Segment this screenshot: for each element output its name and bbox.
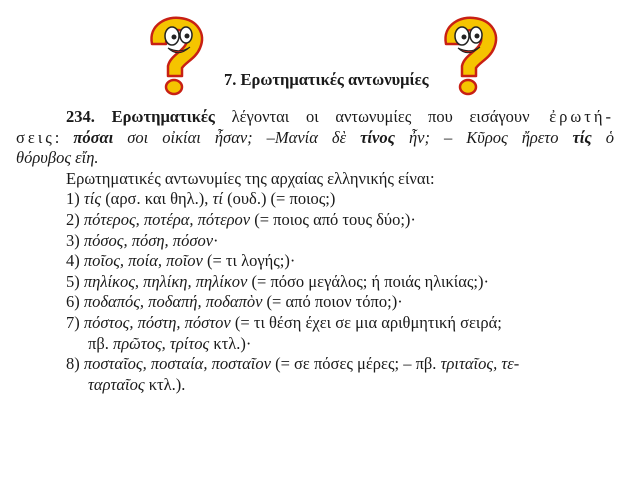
list-item [16,189,614,210]
item-gloss: (= τι θέση έχει σε μια αριθμητική σειρά; [230,312,502,332]
item-number: 3) [66,230,84,250]
paragraph-line-1 [16,107,614,128]
pronoun-form: τριταῖος, τε- [440,354,520,374]
colon: : [54,127,74,147]
example-bold: τίνος [360,127,395,147]
pronoun-form: τίς [83,189,102,209]
list-item [16,272,614,293]
pronoun-form: ποσταῖος, ποσταία, ποσταῖον [83,354,271,374]
spaced-term: σεις [16,127,55,147]
example-text: ὁ [591,127,614,147]
list-item [16,292,614,313]
item-gloss: κτλ.)· [209,333,252,353]
list-item [16,354,614,375]
question-mark-mascot-icon [432,14,504,96]
item-gloss: (= πόσο μεγάλος; ή ποιάς ηλικίας;)· [247,271,489,291]
item-number: 5) [66,271,84,291]
paragraph-text: λέγονται οι αντωνυμίες που εισάγουν [214,107,530,126]
pronoun-form: τί [212,189,223,209]
example-text: θόρυβος εἴη. [16,148,99,168]
spaced-term: ἐρωτή- [529,107,615,126]
pronoun-form: ποῖος, ποία, ποῖον [83,251,203,271]
list-item-continuation [16,334,614,355]
item-number: 4) [66,251,84,271]
pronoun-form: πηλίκος, πηλίκη, πηλίκον [83,271,248,291]
item-gloss: (ουδ.) (= ποιος;) [223,189,336,209]
question-mark-mascot-icon [138,14,210,96]
list-item-continuation [16,375,614,396]
example-bold: τίς [572,127,592,147]
document-body [16,107,614,395]
paragraph-number: 234. Ερωτηματικές [66,107,215,126]
item-gloss: (= ποιος από τους δύο;)· [250,209,416,229]
item-number: 1) [66,189,84,209]
list-item [16,313,614,334]
example-bold: πόσαι [73,127,114,147]
pronoun-form: πόσος, πόση, πόσον [83,230,214,250]
pronoun-form: πότερος, ποτέρα, πότερον [83,209,251,229]
item-number: 7) [66,312,84,332]
pronoun-form: ταρταῖος [88,374,145,394]
item-gloss: πβ. [88,333,113,353]
paragraph-line-3 [16,148,614,169]
item-gloss: (αρσ. και θηλ.), [101,189,213,209]
item-gloss: (= σε πόσες μέρες; – πβ. [270,354,441,374]
item-gloss: (= τι λογής;)· [202,251,296,271]
item-gloss: · [213,230,219,250]
item-gloss: (= από ποιον τόπο;)· [262,292,403,312]
pronoun-form: ποδαπός, ποδαπή, ποδαπὸν [83,292,263,312]
item-number: 6) [66,292,84,312]
paragraph-line-2 [16,128,614,149]
section-title: 7. Ερωτηματικές αντωνυμίες [224,70,429,89]
example-text: ἦν; – Κῦρος ἤρετο [394,127,573,147]
item-number: 8) [66,354,84,374]
item-number: 2) [66,209,84,229]
example-text: σοι οἰκίαι ἦσαν; –Μανία δὲ [113,127,361,147]
intro-line: Ερωτηματικές αντωνυμίες της αρχαίας ελληνικής είναι: [66,168,435,188]
item-gloss: κτλ.). [144,374,186,394]
pronoun-form: πρῶτος, τρίτος [112,333,210,353]
list-item [16,251,614,272]
pronoun-form: πόστος, πόστη, πόστον [83,312,231,332]
list-item [16,210,614,231]
list-item [16,231,614,252]
